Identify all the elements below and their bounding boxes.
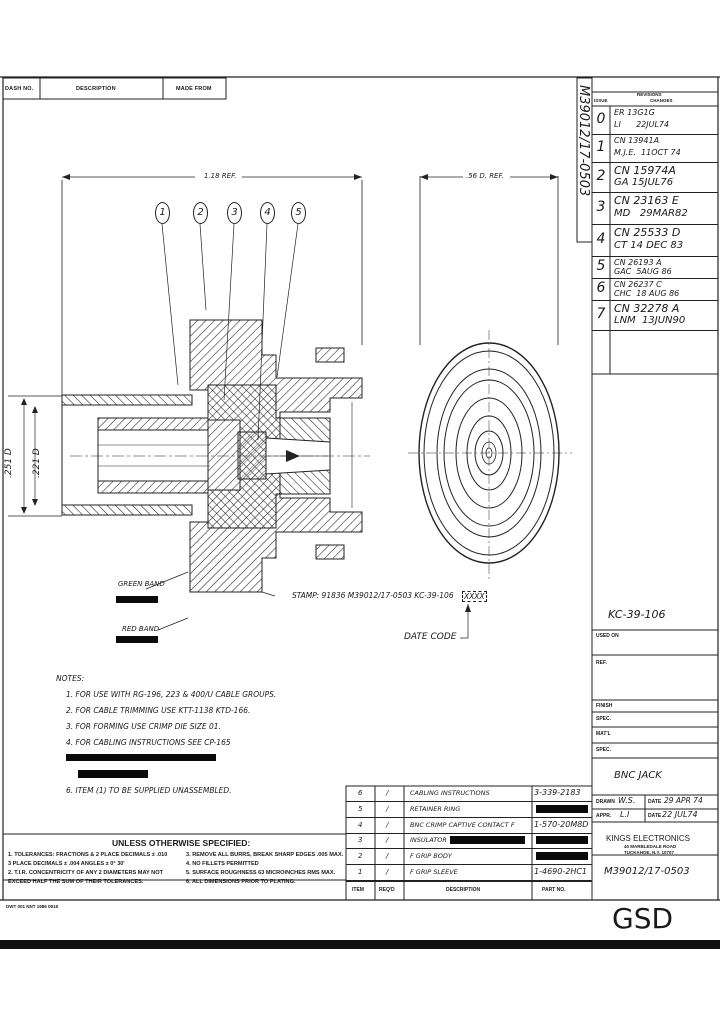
- bom-description: F GRIP BODY: [410, 852, 452, 861]
- part-name: BNC JACK: [614, 770, 662, 781]
- dim-outer-diameter: .251 D: [4, 448, 14, 478]
- revision-change-number: CN 26193 A: [614, 258, 662, 267]
- redaction-mark: [78, 770, 148, 778]
- spec-line-6: 6. ALL DIMENSIONS PRIOR TO PLATING.: [186, 879, 296, 885]
- revision-change-number: CN 32278 A: [614, 302, 680, 315]
- item-balloon: 3: [227, 202, 242, 224]
- revision-change-number: CN 13941A: [614, 136, 660, 145]
- note-1: 1. FOR USE WITH RG-196, 223 & 400/U CABLE GROUPS.: [66, 690, 277, 699]
- bom-item: 4: [358, 820, 363, 829]
- unless-specified-left: [8, 851, 167, 887]
- item-balloon: 2: [193, 202, 208, 224]
- revision-row: [592, 278, 718, 301]
- revision-change-number: CN 23163 E: [614, 194, 679, 207]
- made-from-header: MADE FROM: [176, 86, 212, 92]
- unless-specified-right: [186, 851, 343, 887]
- bom-description: CABLING INSTRUCTIONS: [410, 789, 490, 797]
- company-address-2: TUCKAHOE, N.Y. 10707: [624, 850, 675, 855]
- redaction-mark: [536, 805, 588, 813]
- redaction-mark: [450, 836, 525, 844]
- item-balloon: 4: [260, 202, 275, 224]
- bom-item: 1: [358, 868, 363, 876]
- bom-row: [346, 833, 592, 849]
- dim-face-diameter: .56 D. REF.: [466, 172, 504, 180]
- bom-item: 3: [358, 836, 363, 845]
- ref-label: REF.: [596, 660, 607, 666]
- bom-partno-header: PART NO.: [542, 887, 566, 893]
- redaction-mark: [66, 754, 216, 761]
- revision-change-number: ER 13G1G: [614, 108, 655, 117]
- revision-issue: 3: [596, 199, 606, 215]
- redaction-mark: [116, 596, 158, 603]
- bom-item: 2: [358, 852, 363, 861]
- bom-description-header: DESCRIPTION: [446, 887, 481, 893]
- bom-part-number: 3-339-2183: [534, 788, 581, 797]
- bom-row: [346, 802, 592, 818]
- revision-row: [592, 300, 718, 331]
- date-code-label: DATE CODE: [404, 632, 457, 642]
- material-label: MAT'L: [596, 731, 611, 737]
- revision-initials-date: LI 22JUL74: [614, 120, 670, 129]
- revisions-issue-header: ISSUE: [594, 98, 608, 103]
- bom-row: [346, 818, 592, 834]
- revision-change-number: CN 25533 D: [614, 226, 681, 239]
- note-3: 3. FOR FORMING USE CRIMP DIE SIZE 01.: [66, 722, 221, 731]
- bom-description: RETAINER RING: [410, 804, 461, 813]
- revision-row: [592, 192, 718, 225]
- revisions-title: REVISIONS: [637, 92, 662, 97]
- tolerance-line-2: 3 PLACE DECIMALS ± .004 ANGLES ± 0° 30': [8, 861, 125, 867]
- bom-reqd-header: REQ'D: [379, 887, 395, 893]
- note-4: 4. FOR CABLING INSTRUCTIONS SEE CP-165: [66, 738, 231, 747]
- revision-initials-date: M.J.E. 11OCT 74: [614, 148, 681, 157]
- revision-initials-date: LNM 13JUN90: [614, 315, 686, 326]
- stamp-date-box: XXXX: [464, 592, 485, 601]
- bom-qty: /: [386, 836, 389, 845]
- revision-issue: 0: [596, 111, 606, 127]
- item-balloon: 5: [291, 202, 306, 224]
- bom-row: [346, 849, 592, 865]
- used-on-label: USED ON: [596, 633, 619, 639]
- bom-item: 5: [358, 804, 363, 813]
- bom-row: [346, 865, 592, 881]
- redaction-mark: [536, 836, 588, 844]
- drawing-number: M39012/17-0503: [604, 866, 690, 877]
- spec-line-3: 3. REMOVE ALL BURRS, BREAK SHARP EDGES .005 MAX.: [186, 852, 344, 858]
- bom-qty: /: [386, 789, 389, 797]
- form-number: DWT 001 NNT 1986 0818: [6, 904, 59, 909]
- item-balloon: 1: [155, 202, 170, 224]
- dim-overall-length: 1.18 REF.: [204, 172, 237, 180]
- revision-issue: 7: [596, 306, 606, 322]
- red-band-label: RED BAND: [122, 625, 160, 633]
- drawn-date: 29 APR 74: [664, 796, 703, 805]
- dim-inner-diameter: .221 D: [32, 448, 42, 478]
- company-address-1: 40 MARBLEDALE ROAD: [624, 844, 677, 849]
- bom-qty: /: [386, 852, 389, 861]
- bom-qty: /: [386, 804, 389, 813]
- bom-part-number: 1-4690-2HC1: [534, 867, 588, 876]
- note-6: 6. ITEM (1) TO BE SUPPLIED UNASSEMBLED.: [66, 786, 232, 795]
- note-2: 2. FOR CABLE TRIMMING USE KTT-1138 KTD-166.: [66, 706, 251, 715]
- bom-part-number: 1-570-20M8D: [534, 819, 589, 829]
- bom-qty: /: [386, 868, 389, 876]
- bom-description: INSULATOR: [410, 836, 447, 845]
- appr-by: L.I: [620, 810, 630, 819]
- description-header: DESCRIPTION: [76, 86, 116, 92]
- revision-change-number: CN 15974A: [614, 164, 676, 177]
- revision-row: [592, 162, 718, 193]
- revision-row: [592, 224, 718, 257]
- bom-row: [346, 786, 592, 802]
- drawing-number-vertical: M39012/17-0503: [576, 85, 591, 197]
- revision-initials-date: CT 14 DEC 83: [614, 240, 684, 251]
- redaction-mark: [116, 636, 158, 643]
- tolerance-line-3: 2. T.I.R. CONCENTRICITY OF ANY 2 DIAMETERS MAY NOT: [8, 870, 163, 876]
- notes-section: [56, 674, 336, 804]
- spec-line-5: 5. SURFACE ROUGHNESS 63 MICROINCHES RMS MAX.: [186, 870, 336, 876]
- revision-issue: 6: [596, 280, 606, 296]
- revision-row: [592, 134, 718, 163]
- appr-label: APPR.: [596, 813, 612, 819]
- revision-initials-date: CHC 18 AUG 86: [614, 289, 680, 298]
- unless-specified-title: UNLESS OTHERWISE SPECIFIED:: [112, 838, 251, 848]
- notes-title: NOTES:: [56, 674, 85, 683]
- redaction-mark: [536, 852, 588, 860]
- revision-initials-date: MD 29MAR82: [614, 208, 688, 219]
- spec-line-4: 4. NO FILLETS PERMITTED: [186, 861, 259, 867]
- bom-item: 6: [358, 789, 363, 797]
- stamp-callout: STAMP: 91836 M39012/17-0503 KC-39-106: [292, 591, 454, 600]
- green-band-label: GREEN BAND: [118, 580, 165, 588]
- revision-issue: 1: [596, 139, 606, 155]
- spec-label: SPEC.: [596, 716, 612, 722]
- gsd-stamp: GSD: [612, 902, 674, 935]
- revision-initials-date: GA 15JUL76: [614, 177, 674, 188]
- revisions-changes-header: CHANGES: [650, 98, 673, 103]
- spec2-label: SPEC.: [596, 747, 612, 753]
- bom-description: BNC CRIMP CAPTIVE CONTACT F: [410, 820, 515, 829]
- finish-label: FINISH: [596, 703, 613, 709]
- revision-row: [592, 256, 718, 279]
- revision-issue: 5: [596, 258, 606, 274]
- appr-date-label: DATE: [648, 813, 662, 819]
- revision-change-number: CN 26237 C: [614, 280, 662, 289]
- bom-item-header: ITEM: [352, 887, 364, 893]
- drawn-date-label: DATE: [648, 799, 662, 805]
- revision-issue: 4: [596, 231, 606, 247]
- revisions-rows: [592, 106, 718, 374]
- bom-description: F GRIP SLEEVE: [410, 868, 458, 876]
- bom-header-row: [346, 881, 592, 900]
- tolerance-line-1: 1. TOLERANCES: FRACTIONS & 2 PLACE DECIMALS ± .010: [8, 852, 168, 858]
- kc-number: KC-39-106: [608, 608, 666, 621]
- revision-initials-date: GAC 5AUG 86: [614, 267, 672, 276]
- tolerance-line-4: EXCEED HALF THE SUM OF THEIR TOLERANCES.: [8, 879, 144, 885]
- drawn-label: DRAWN: [596, 799, 615, 805]
- appr-date: 22 JUL74: [662, 810, 698, 819]
- revision-issue: 2: [596, 168, 606, 184]
- revision-row: [592, 106, 718, 135]
- dash-no-header: DASH NO.: [5, 86, 34, 92]
- company-name: KINGS ELECTRONICS: [606, 834, 691, 843]
- bom-qty: /: [386, 820, 389, 829]
- drawn-by: W.S.: [618, 796, 636, 805]
